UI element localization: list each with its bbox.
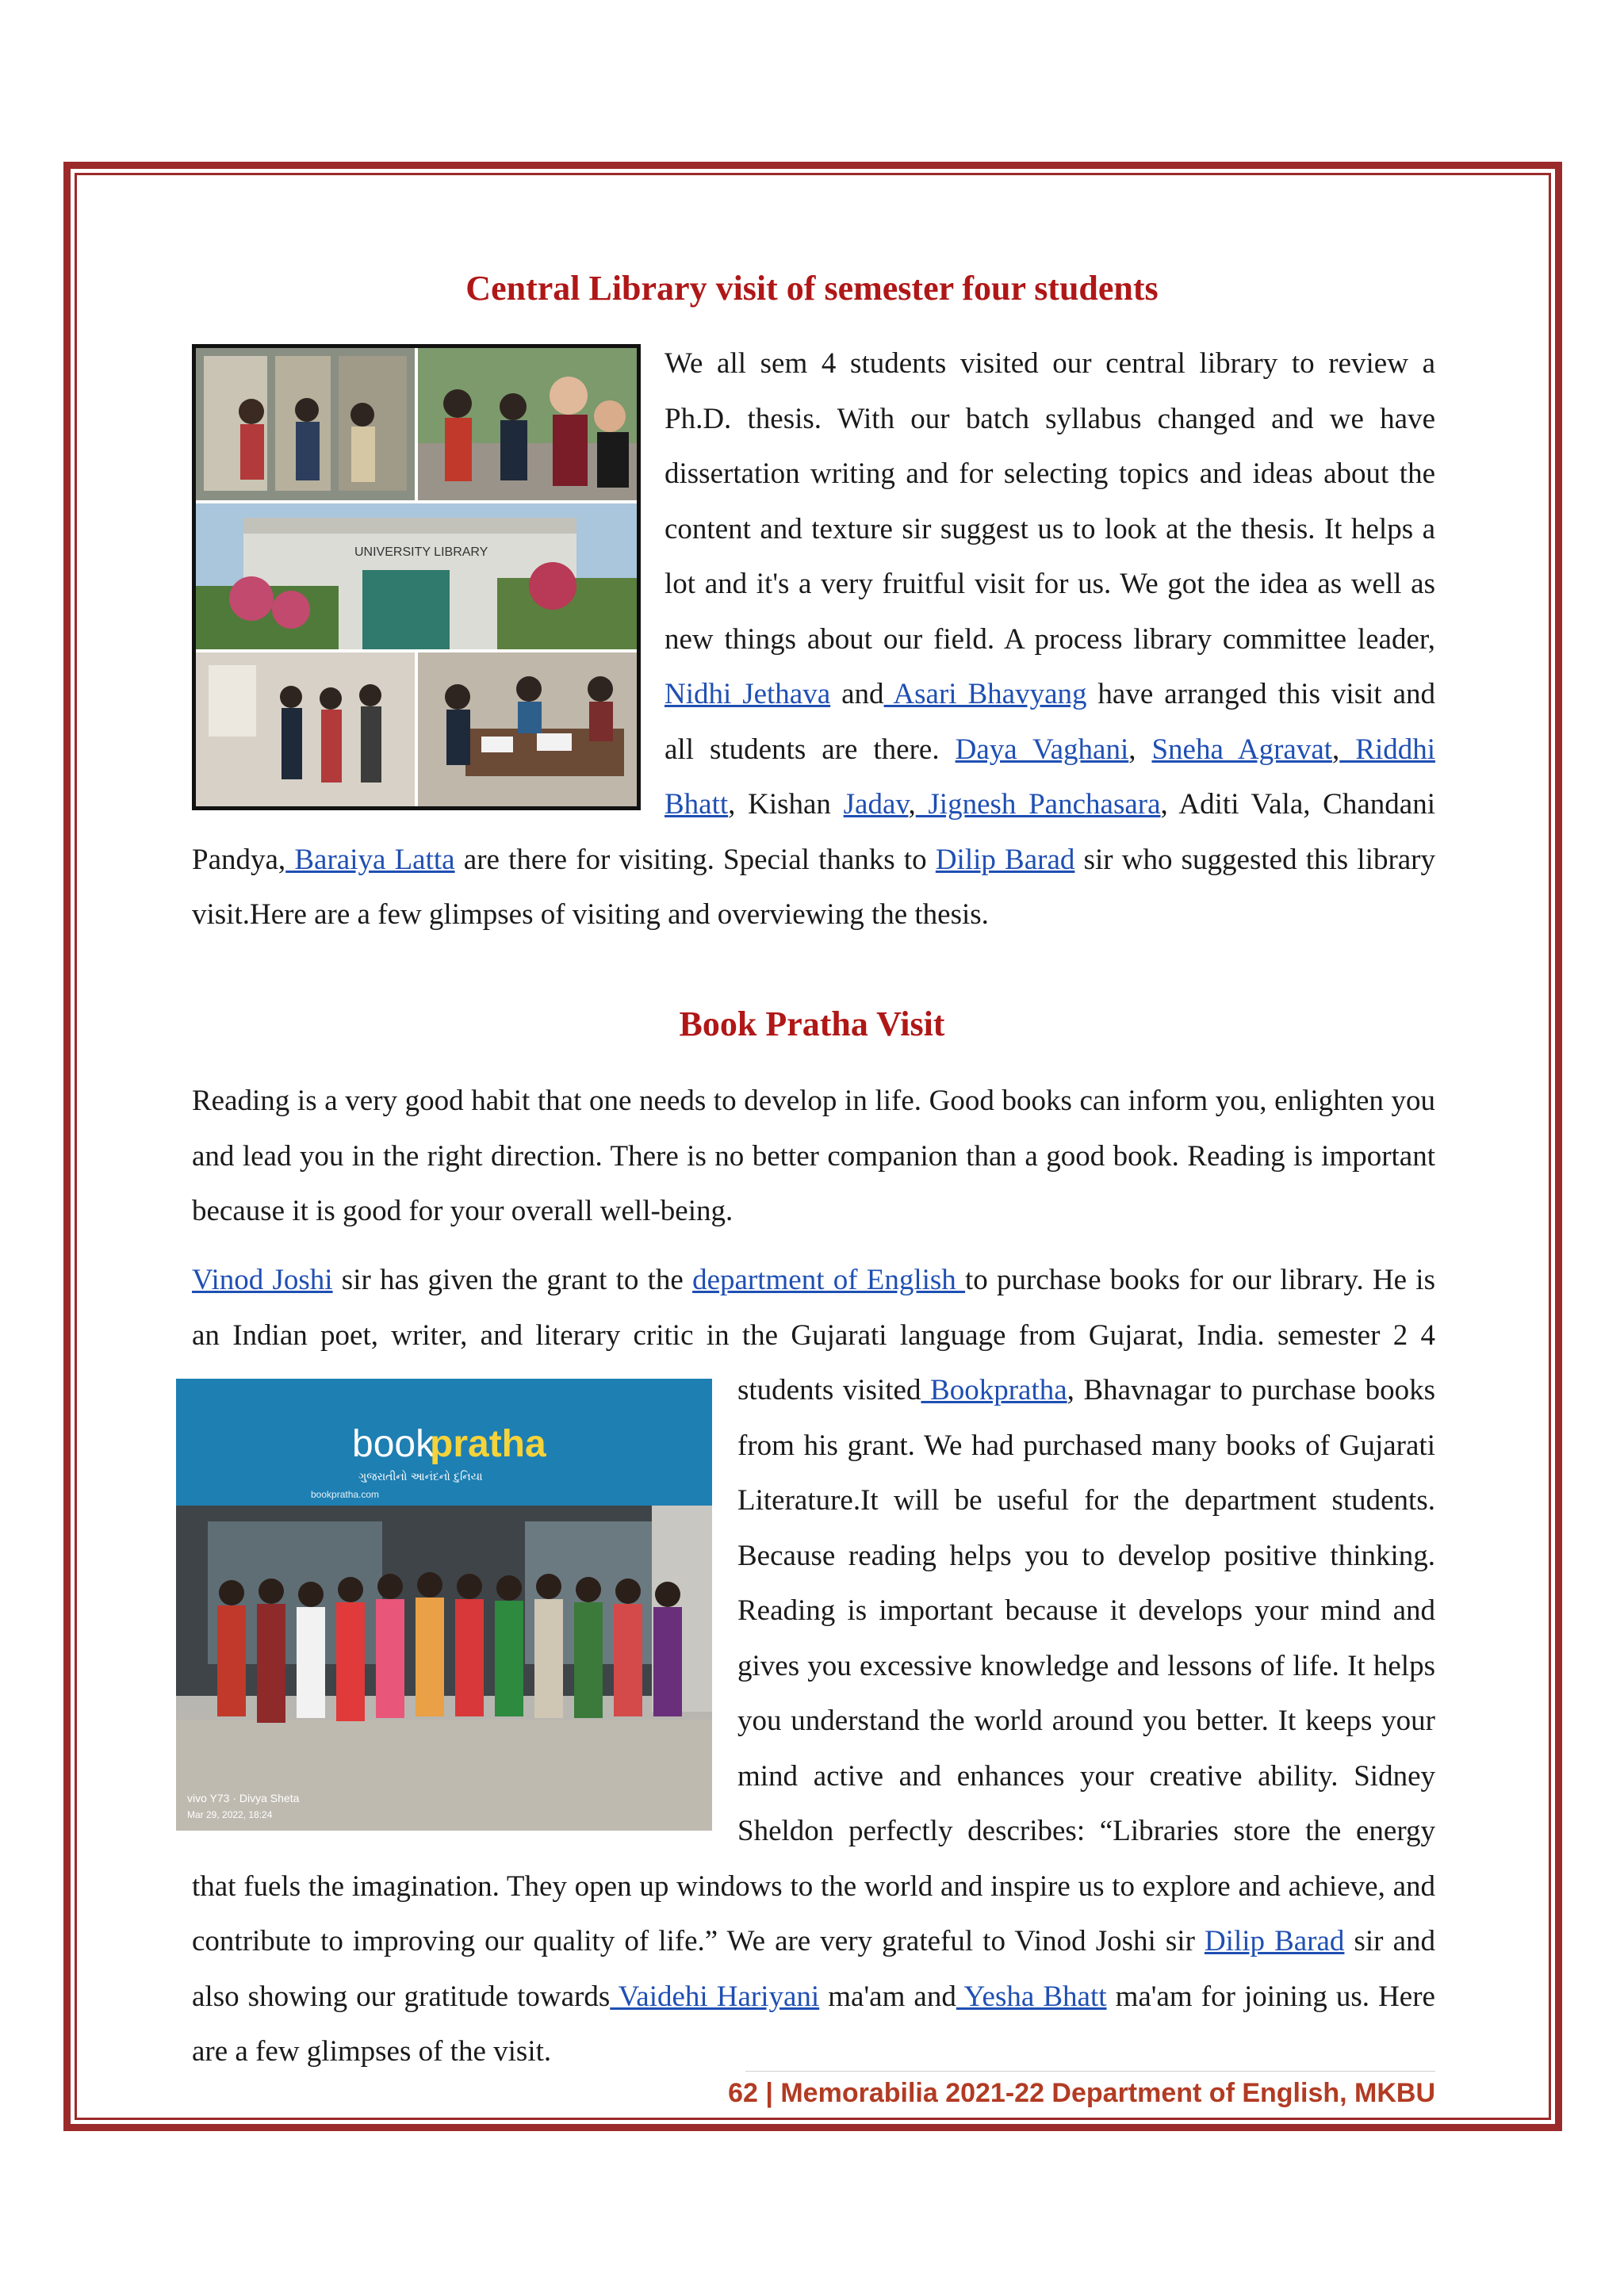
link-dilip-barad-2[interactable]: Dilip Barad (1204, 1925, 1345, 1957)
text-visiting: are there for visiting. Special thanks to (454, 843, 936, 876)
link-riddhi-bhatt[interactable]: Riddhi Bhatt (665, 733, 1436, 821)
text-names: , Aditi Vala, Chandani Pandya, (192, 788, 1435, 876)
link-asari-bhavyang[interactable]: Asari Bhavyang (883, 678, 1087, 710)
text-comma: , (1332, 733, 1340, 766)
link-bookpratha[interactable]: Bookpratha (921, 1374, 1067, 1406)
text-final: ma'am for joining us. Here are a few glimpses of the visit. (192, 1980, 1435, 2068)
link-sneha-agravat[interactable]: Sneha Agravat (1151, 733, 1333, 766)
text-end: sir who suggested this library visit.Here are a few glimpses of visiting and overviewing the thesis. (192, 843, 1436, 931)
central-library-text-intro: We all sem 4 students visited our central library to review a Ph.D. thesis. With our batch syllabus changed and we have dissertation writing and for selecting topics and ideas about the content and texture sir suggest us to look at the thesis. It helps a lot and it's a very fruitful visit for us. We got the idea as well as new things about our field. A process library committee leader, (665, 347, 1435, 656)
text-grant: sir has given the grant to the (332, 1264, 693, 1296)
link-department-of-english[interactable]: department of English (692, 1264, 966, 1296)
bookpratha-store-photo (176, 1379, 712, 1831)
link-nidhi-jethava[interactable]: Nidhi Jethava (665, 678, 831, 710)
link-vaidehi-hariyani[interactable]: Vaidehi Hariyani (610, 1980, 820, 2013)
text-gratitude: sir and also showing our gratitude towards (192, 1925, 1435, 2013)
photo-watermark-line1: vivo Y73 · Divya Sheta (187, 1792, 300, 1804)
link-jadav[interactable]: Jadav (843, 788, 909, 821)
photo-watermark-line2: Mar 29, 2022, 18:24 (187, 1809, 273, 1820)
link-daya-vaghani[interactable]: Daya Vaghani (955, 733, 1129, 766)
link-yesha-bhatt[interactable]: Yesha Bhatt (956, 1980, 1107, 2013)
central-library-paragraph (192, 336, 1435, 943)
text-comma: , (1128, 733, 1152, 766)
store-tagline: ગુજરાતીનો આનંદનો દુનિયા (358, 1471, 483, 1483)
book-pratha-title: Book Pratha Visit (679, 1004, 945, 1043)
link-vinod-joshi[interactable]: Vinod Joshi (192, 1264, 333, 1296)
page-footer: 62 | Memorabilia 2021-22 Department of English, MKBU (728, 2078, 1435, 2108)
text-comma: , (908, 788, 916, 821)
link-dilip-barad[interactable]: Dilip Barad (935, 843, 1075, 876)
text-arranged: have arranged this visit and all students are there. (665, 678, 1436, 766)
reading-paragraph: Reading is a very good habit that one needs to develop in life. Good books can inform you, enlighten you and lead you in the right direction. There is no better companion than a good book. Reading is important because it is good for your overall well-being. (192, 1085, 1435, 1227)
text-kishan: , Kishan (728, 788, 844, 821)
library-photo-collage (192, 344, 641, 810)
link-baraiya-latta[interactable]: Baraiya Latta (285, 843, 455, 876)
book-pratha-paragraph (187, 1253, 1435, 2080)
store-sign-book: book (352, 1423, 435, 1465)
central-library-title: Central Library visit of semester four students (465, 269, 1159, 308)
link-jignesh-panchasara[interactable]: Jignesh Panchasara (915, 788, 1161, 821)
footer-divider (745, 2071, 1435, 2072)
text-bhavnagar: , Bhavnagar to purchase books from his grant. We had purchased many books of Gujarati Literature.It will be useful for the department students. Because reading helps you to develop positive thinking. Reading is important because it develops your mind and gives you excessive knowledge and lessons of life. It helps you understand the world around you better. It keeps your mind active and enhances your creative ability. Sidney Sheldon perfectly describes: “Libraries store the energy that fuels the imagination. They open up windows to the world and inspire us to explore and achieve, and contribute to improving our quality of life.” We are very grateful to Vinod Joshi sir (192, 1374, 1435, 1957)
store-subline: bookpratha.com (311, 1489, 380, 1500)
text-maam: ma'am and (819, 1980, 956, 2013)
library-building-sign: UNIVERSITY LIBRARY (354, 545, 488, 559)
store-sign-pratha: pratha (430, 1423, 546, 1465)
text-and: and (830, 678, 884, 710)
text-purchase: to purchase books for our library. He is an Indian poet, writer, and literary critic in the Gujarati language from Gujarat, India. semester 2 4 students visited (192, 1264, 1435, 1406)
